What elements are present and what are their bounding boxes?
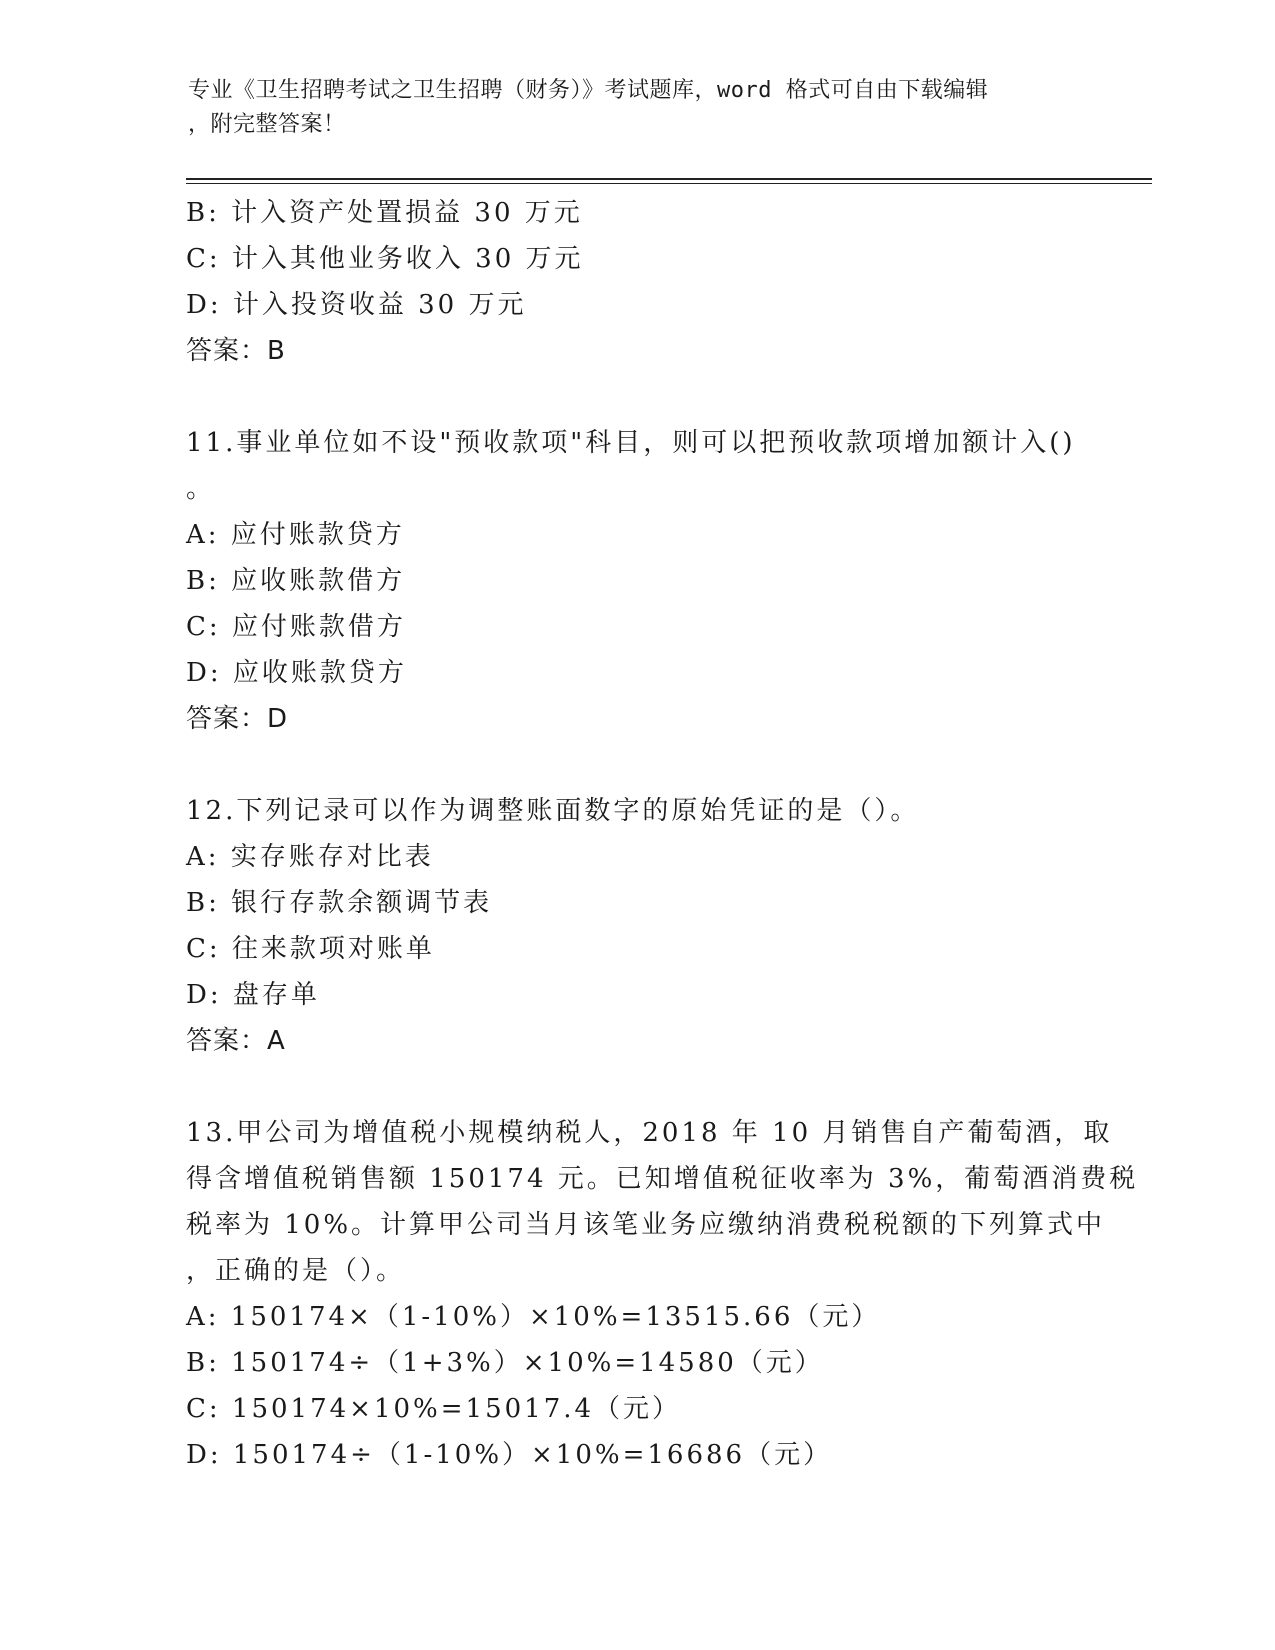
option-d: D: 盘存单 (186, 980, 320, 1010)
document-header (188, 74, 1068, 142)
option-b: B: 应收账款借方 (186, 566, 406, 596)
option-c: C: 应付账款借方 (186, 612, 406, 642)
option-c: C: 计入其他业务收入 30 万元 (186, 244, 584, 274)
option-a: A: 实存账存对比表 (186, 842, 434, 872)
answer-label: 答案：B (186, 336, 286, 366)
option-a: A: 应付账款贷方 (186, 520, 405, 550)
header-rule-thick (186, 178, 1152, 180)
option-b: B: 150174÷（1+3%）×10%=14580（元） (186, 1348, 824, 1378)
question-12-stem (186, 788, 1086, 834)
question-stem-line: ，正确的是（）。 (186, 1256, 406, 1286)
question-stem-line: 11.事业单位如不设"预收款项"科目，则可以把预收款项增加额计入() (186, 428, 1076, 458)
option-d: D: 计入投资收益 30 万元 (186, 290, 527, 320)
question-stem-line: 。 (186, 474, 216, 504)
header-rule-thin (186, 183, 1152, 184)
option-b: B: 计入资产处置损益 30 万元 (186, 198, 583, 228)
option-c: C: 150174×10%=15017.4（元） (186, 1394, 682, 1424)
option-b: B: 银行存款余额调节表 (186, 888, 493, 918)
question-stem-line: 12.下列记录可以作为调整账面数字的原始凭证的是（）。 (186, 796, 920, 826)
question-stem-line: 得含增值税销售额 150174 元。已知增值税征收率为 3%，葡萄酒消费税 (186, 1164, 1139, 1194)
question-list (186, 190, 1139, 1478)
option-a: A: 150174×（1-10%）×10%=13515.66（元） (186, 1302, 881, 1332)
header-line-2: ，附完整答案！ (188, 112, 346, 137)
question-stem-line: 税率为 10%。计算甲公司当月该笔业务应缴纳消费税税额的下列算式中 (186, 1210, 1106, 1240)
answer-label: 答案：D (186, 704, 289, 734)
answer-label: 答案：A (186, 1026, 286, 1056)
header-line-1: 专业《卫生招聘考试之卫生招聘（财务）》考试题库，word 格式可自由下载编辑 (188, 78, 989, 103)
option-d: D: 150174÷（1-10%）×10%=16686（元） (186, 1440, 833, 1470)
question-11-stem (186, 420, 1086, 512)
option-d: D: 应收账款贷方 (186, 658, 407, 688)
question-13-stem (186, 1110, 1139, 1294)
option-c: C: 往来款项对账单 (186, 934, 435, 964)
question-stem-line: 13.甲公司为增值税小规模纳税人，2018 年 10 月销售自产葡萄酒，取 (186, 1118, 1113, 1148)
